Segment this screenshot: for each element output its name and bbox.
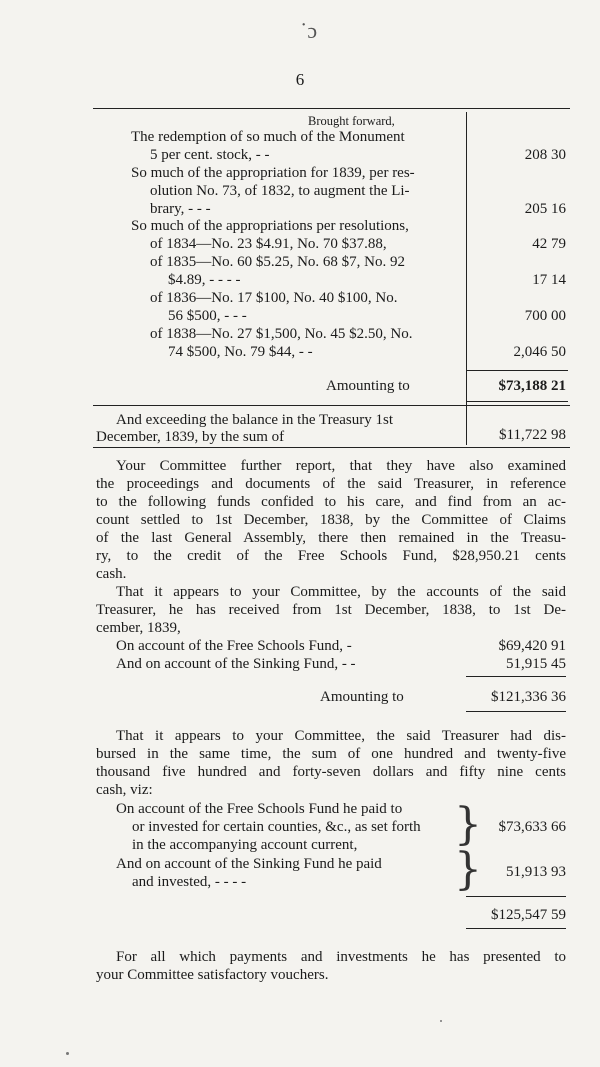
amounting-value: $73,188 21 — [498, 378, 566, 394]
item-line: of 1834—No. 23 $4.91, No. 70 $37.88, — [150, 236, 387, 252]
exceeding-line: December, 1839, by the sum of — [96, 429, 285, 445]
brace-icon: } — [454, 844, 482, 895]
item-line: olution No. 73, of 1832, to augment the Li- — [150, 183, 410, 199]
para-line: your Committee satisfactory vouchers. — [96, 967, 329, 983]
item-amount: 2,046 50 — [513, 344, 566, 360]
item-line: 74 $500, No. 79 $44, - - — [168, 344, 313, 360]
para-line: bursed in the same time, the sum of one hundred and twenty-five — [96, 746, 566, 762]
received-label: And on account of the Sinking Fund, - - — [116, 656, 356, 672]
disbursed-line: or invested for certain counties, &c., as set forth — [132, 819, 421, 835]
sum-rule — [466, 711, 566, 712]
item-amount: 700 00 — [524, 308, 566, 324]
disbursed-line: And on account of the Sinking Fund he paid — [116, 856, 382, 872]
item-line: So much of the appropriation for 1839, per res- — [131, 165, 415, 181]
para-line: cash, viz: — [96, 782, 153, 798]
para-line: Treasurer, he has received from 1st December, 1838, to 1st De- — [96, 602, 566, 618]
brace-icon: } — [454, 799, 482, 850]
sum-rule — [466, 896, 566, 897]
item-line: The redemption of so much of the Monument — [131, 129, 405, 145]
para-line: cash. — [96, 566, 127, 582]
item-line: 56 $500, - - - — [168, 308, 247, 324]
para-line: Your Committee further report, that they have also examined — [116, 458, 566, 474]
sum-rule — [466, 928, 566, 929]
para-line: cember, 1839, — [96, 620, 181, 636]
para-line: to the following funds confided to his care, and find from an ac- — [96, 494, 566, 510]
para-line: That it appears to your Committee, by the accounts of the said — [116, 584, 566, 600]
item-amount: 17 14 — [532, 272, 566, 288]
exceeding-value: $11,722 98 — [499, 427, 566, 443]
sum-rule — [466, 370, 568, 371]
disbursed-line: On account of the Free Schools Fund he paid to — [116, 801, 403, 817]
item-line: of 1836—No. 17 $100, No. 40 $100, No. — [150, 290, 398, 306]
section-rule — [93, 447, 570, 448]
item-line: of 1838—No. 27 $1,500, No. 45 $2.50, No. — [150, 326, 413, 342]
ink-speck — [440, 1020, 442, 1022]
disbursed-line: and invested, - - - - — [132, 874, 247, 890]
column-divider — [466, 112, 467, 445]
para-line: For all which payments and investments he has presented to — [116, 949, 566, 965]
amounting-label: Amounting to — [326, 378, 410, 394]
section-rule — [93, 405, 570, 406]
item-line: $4.89, - - - - — [168, 272, 241, 288]
sum-rule — [466, 401, 568, 402]
item-line: So much of the appropriations per resolutions, — [131, 218, 409, 234]
exceeding-line: And exceeding the balance in the Treasury 1st — [116, 412, 394, 428]
item-line: of 1835—No. 60 $5.25, No. 68 $7, No. 92 — [150, 254, 405, 270]
ink-mark: ˙ɔ — [300, 18, 318, 43]
ink-speck — [66, 1052, 69, 1055]
item-amount: 208 30 — [524, 147, 566, 163]
page-number: 6 — [295, 70, 305, 89]
top-rule — [93, 108, 570, 109]
received-total-label: Amounting to — [320, 689, 404, 705]
para-line: ry, to the credit of the Free Schools Fund, $28,950.21 cents — [96, 548, 566, 564]
disbursed-line: in the accompanying account current, — [132, 837, 358, 853]
disbursed-amount: $73,633 66 — [498, 819, 566, 835]
disbursed-amount: 51,913 93 — [506, 864, 566, 880]
para-line: the proceedings and documents of the said Treasurer, in reference — [96, 476, 566, 492]
item-amount: 205 16 — [524, 201, 566, 217]
received-label: On account of the Free Schools Fund, - — [116, 638, 352, 654]
received-amount: 51,915 45 — [506, 656, 566, 672]
sum-rule — [466, 676, 566, 677]
para-line: count settled to 1st December, 1838, by the Committee of Claims — [96, 512, 566, 528]
para-line: of the last General Assembly, there then remained in the Treasu- — [96, 530, 566, 546]
brought-forward: Brought forward, — [308, 114, 395, 128]
para-line: thousand five hundred and forty-seven dollars and fifty nine cents — [96, 764, 566, 780]
item-line: 5 per cent. stock, - - — [150, 147, 270, 163]
received-total: $121,336 36 — [491, 689, 566, 705]
received-amount: $69,420 91 — [498, 638, 566, 654]
item-line: brary, - - - — [150, 201, 211, 217]
para-line: That it appears to your Committee, the said Treasurer had dis- — [116, 728, 566, 744]
item-amount: 42 79 — [532, 236, 566, 252]
disbursed-total: $125,547 59 — [491, 907, 566, 923]
